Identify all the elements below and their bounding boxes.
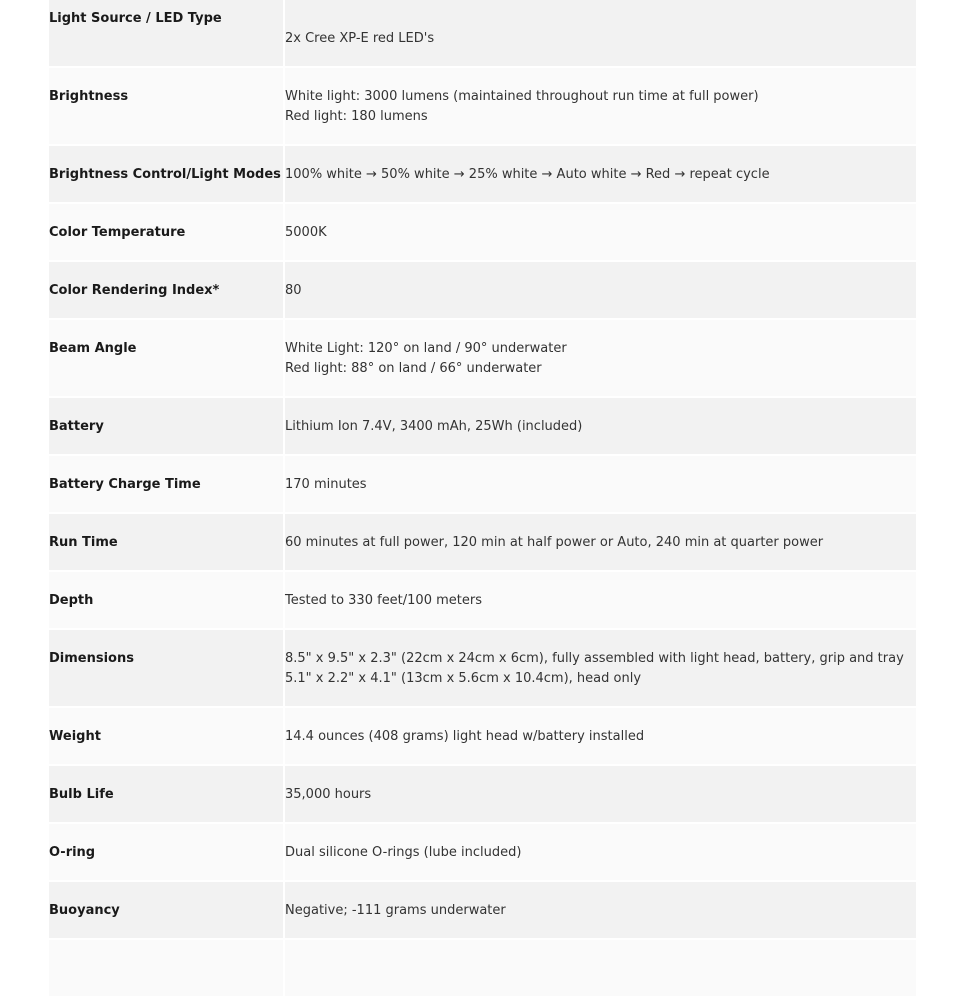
spec-row: [49, 630, 916, 708]
spec-label: Run Time: [49, 514, 285, 570]
spec-value: [285, 940, 916, 996]
spec-value: [285, 708, 916, 764]
spec-value-line: 5000K: [285, 225, 327, 240]
spec-value-line: 60 minutes at full power, 120 min at half power or Auto, 240 min at quarter power: [285, 535, 824, 550]
spec-row: [49, 0, 916, 68]
spec-row: [49, 398, 916, 456]
spec-value: [285, 456, 916, 512]
spec-row: [49, 68, 916, 146]
spec-value: [285, 766, 916, 822]
spec-row: [49, 572, 916, 630]
spec-label: Depth: [49, 572, 285, 628]
spec-label: Buoyancy: [49, 882, 285, 938]
spec-value-line: 35,000 hours: [285, 787, 372, 802]
spec-label: Battery Charge Time: [49, 456, 285, 512]
spec-value: [285, 204, 916, 260]
spec-label: Color Temperature: [49, 204, 285, 260]
spec-row: [49, 708, 916, 766]
spec-value: [285, 882, 916, 938]
spec-value-line: White light: 3000 lumens (maintained throughout run time at full power): [285, 89, 759, 104]
spec-value-line: [285, 959, 916, 979]
spec-row: [49, 824, 916, 882]
spec-label: Brightness Control/Light Modes: [49, 146, 285, 202]
spec-label: Brightness: [49, 68, 285, 144]
spec-label: Light Source / LED Type: [49, 0, 285, 66]
spec-value-line: 14.4 ounces (408 grams) light head w/battery installed: [285, 729, 645, 744]
spec-row: [49, 320, 916, 398]
spec-value: [285, 262, 916, 318]
spec-value-line: 80: [285, 283, 302, 298]
spec-row: [49, 940, 916, 998]
spec-value-line: Lithium Ion 7.4V, 3400 mAh, 25Wh (included): [285, 419, 583, 434]
spec-value: [285, 68, 916, 144]
spec-label: Battery: [49, 398, 285, 454]
spec-value-line: Tested to 330 feet/100 meters: [285, 593, 482, 608]
spec-value-line: 2x Cree XP-E red LED's: [285, 31, 435, 46]
spec-label: Weight: [49, 708, 285, 764]
spec-value: [285, 630, 916, 706]
spec-label: Bulb Life: [49, 766, 285, 822]
spec-value-line: [285, 9, 916, 29]
spec-label: Beam Angle: [49, 320, 285, 396]
spec-value-line: 100% white → 50% white → 25% white → Auto white → Red → repeat cycle: [285, 167, 770, 182]
spec-value-line: 8.5" x 9.5" x 2.3" (22cm x 24cm x 6cm), fully assembled with light head, battery, grip and tray: [285, 651, 904, 666]
spec-value: [285, 146, 916, 202]
spec-row: [49, 204, 916, 262]
spec-row: [49, 882, 916, 940]
spec-value: [285, 0, 916, 66]
spec-label: Color Rendering Index*: [49, 262, 285, 318]
spec-label: O-ring: [49, 824, 285, 880]
spec-value: [285, 514, 916, 570]
spec-value-line: Dual silicone O-rings (lube included): [285, 845, 522, 860]
spec-row: [49, 262, 916, 320]
spec-value-line: Red light: 88° on land / 66° underwater: [285, 361, 542, 376]
spec-value: [285, 398, 916, 454]
spec-row: [49, 456, 916, 514]
spec-row: [49, 514, 916, 572]
spec-label: [49, 940, 285, 996]
spec-value: [285, 572, 916, 628]
spec-value-line: White Light: 120° on land / 90° underwater: [285, 341, 567, 356]
specifications-table: [49, 0, 916, 998]
spec-row: [49, 766, 916, 824]
spec-value-line: Red light: 180 lumens: [285, 109, 428, 124]
spec-row: [49, 146, 916, 204]
spec-value-line: 170 minutes: [285, 477, 367, 492]
spec-value: [285, 824, 916, 880]
spec-value-line: Negative; -111 grams underwater: [285, 903, 506, 918]
spec-value-line: 5.1" x 2.2" x 4.1" (13cm x 5.6cm x 10.4cm), head only: [285, 671, 642, 686]
spec-label: Dimensions: [49, 630, 285, 706]
spec-value: [285, 320, 916, 396]
